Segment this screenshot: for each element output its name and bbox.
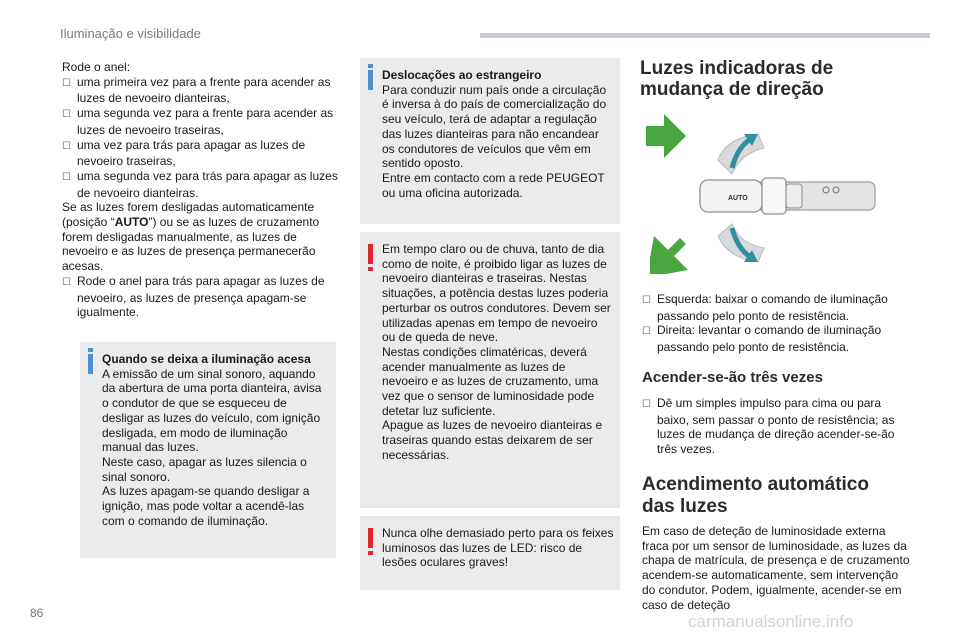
list-item: ☐ uma primeira vez para a frente para acender as luzes de nevoeiro dianteiras, — [62, 74, 331, 106]
warning-box-body: Nunca olhe demasiado perto para os feixes luminosos das luzes de LED: risco de lesões oculares graves! — [382, 526, 614, 570]
warning-box-body: Em tempo claro ou de chuva, tanto de dia como de noite, é proibido ligar as luzes de nevoeiro dianteiras e traseiras. Nestas situações, a potência destas luzes poderia perturbar os outros condutores. Devem ser utilizadas apenas em tempo de nevoeiro ou de queda de neve. Nestas condições climatéricas, deverá acender manualmente as luzes de nevoeiro e as luzes de cruzamento, uma vez que o sensor de luminosidade pode detetar luz suficiente. Apague as luzes de nevoeiro dianteiras e traseiras quando estas deixarem de ser necessárias. — [382, 242, 611, 462]
automatic-lights-text: Em caso de deteção de luminosidade externa fraca por um sensor de luminosidade, as luzes da chapa de matrícula, de presença e de cruzamento acendem-se automaticamente, sem intervenção do condutor. Podem, igualmente, acender-se em caso de deteção — [642, 524, 910, 612]
square-bullet-icon: ☐ — [62, 109, 71, 121]
stalk-illustration — [640, 108, 900, 286]
header-title: Iluminação e visibilidade — [60, 26, 201, 41]
square-bullet-icon: ☐ — [62, 77, 71, 89]
square-bullet-icon: ☐ — [642, 399, 651, 410]
arrow-down-left-icon — [650, 236, 688, 274]
list-item: ☐ Rode o anel para trás para apagar as luzes de nevoeiro, as luzes de presença apagam-se igualmente. — [62, 273, 325, 320]
square-bullet-icon: ☐ — [642, 295, 651, 306]
lighting-stalk-figure — [640, 108, 900, 286]
heading-direction-indicators: Luzes indicadoras de mudança de direção — [640, 58, 834, 100]
intro-text: Rode o anel: — [62, 60, 131, 74]
three-flashes-text — [642, 396, 910, 457]
page-number: 86 — [30, 606, 44, 620]
square-bullet-icon: ☐ — [62, 140, 71, 152]
watermark: carmanualsonline.info — [688, 612, 854, 631]
heading-three-flashes: Acender-se-ão três vezes — [642, 369, 823, 386]
square-bullet-icon: ☐ — [642, 326, 651, 338]
warning-box-fog-lights — [360, 232, 620, 508]
info-marker-icon — [368, 70, 373, 90]
info-box-lights-left-on — [80, 342, 336, 558]
column-left — [62, 60, 338, 320]
list-item: ☐ uma segunda vez para trás para apagar as luzes de nevoeiro dianteiras. — [62, 168, 338, 200]
auto-label: AUTO — [728, 195, 748, 202]
warning-marker-icon — [368, 528, 373, 548]
warning-marker-icon — [368, 244, 373, 264]
list-item: ☐ Direita: levantar o comando de iluminação passando pelo ponto de resistência. — [642, 323, 882, 355]
info-marker-icon — [88, 354, 93, 374]
auto-paragraph: Se as luzes forem desligadas automaticamente (posição “AUTO”) ou se as luzes de cruzamento forem desligadas manualmente, as luzes de nevoeiro e as luzes de presença permanecerão acesas. — [62, 200, 320, 274]
column-right — [642, 292, 910, 355]
info-box-title: Deslocações ao estrangeiro — [382, 68, 542, 82]
list-item: ☐ Dê um simples impulso para cima ou para baixo, sem passar o ponto de resistência; as luzes de mudança de direção acender-se-ão três vezes. — [642, 396, 895, 457]
info-box-abroad — [360, 58, 620, 224]
warning-box-led — [360, 516, 620, 590]
list-item: ☐ uma segunda vez para a frente para acender as luzes de nevoeiro traseiras, — [62, 106, 334, 137]
list-item: ☐ uma vez para trás para apagar as luzes de nevoeiro traseiras, — [62, 137, 306, 169]
square-bullet-icon: ☐ — [62, 276, 71, 288]
info-box-body: A emissão de um sinal sonoro, aquando da abertura de uma porta dianteira, avisa o condutor de que se esqueceu de desligar as luzes do veículo, com ignição desligada, em modo de iluminação manual das luzes. Neste caso, apagar as luzes silencia o sinal sonoro. As luzes apagam-se quando desligar a ignição, mas pode voltar a acendê-las com o comando de iluminação. — [102, 366, 322, 528]
arrow-up-right-icon — [646, 114, 686, 158]
info-box-body: Para conduzir num país onde a circulação é inversa à do país de comercialização do seu veículo, terá de adaptar a regulação das luzes dianteiras para não encandear os condutores de veículos que vêm em sentido oposto. Entre em contacto com a rede PEUGEOT ou uma oficina autorizada. — [382, 82, 607, 200]
list-item: ☐ Esquerda: baixar o comando de iluminação passando pelo ponto de resistência. — [642, 292, 888, 323]
info-box-title: Quando se deixa a iluminação acesa — [102, 352, 311, 366]
header-rule — [480, 33, 930, 38]
square-bullet-icon: ☐ — [62, 171, 71, 183]
heading-automatic-lights: Acendimento automático das luzes — [642, 474, 869, 517]
